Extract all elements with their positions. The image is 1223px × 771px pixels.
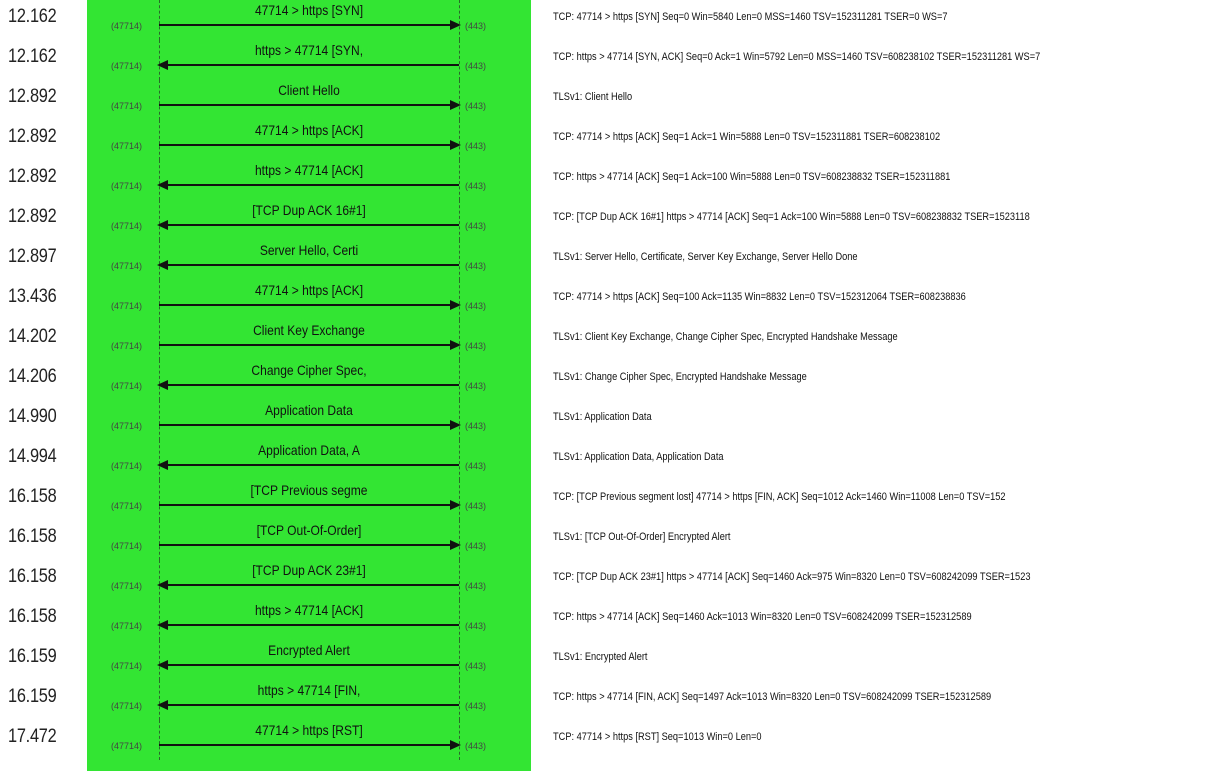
arrow-right <box>159 544 459 546</box>
flow-row[interactable] <box>0 160 1223 200</box>
host-lifeline-left <box>159 120 160 160</box>
arrowhead-right-icon <box>450 340 461 350</box>
source-port-label: (47714) <box>111 181 143 191</box>
destination-port-label: (443) <box>465 421 487 431</box>
packet-comment: TCP: https > 47714 [ACK] Seq=1460 Ack=1013 Win=8320 Len=0 TSV=608242099 TSER=152312589 <box>553 611 972 623</box>
arrow-right <box>159 24 459 26</box>
destination-port-label: (443) <box>465 221 487 231</box>
destination-port-label: (443) <box>465 461 487 471</box>
host-lifeline-right <box>459 440 460 480</box>
host-lifeline-left <box>159 520 160 560</box>
flow-row[interactable] <box>0 640 1223 680</box>
packet-comment: TLSv1: Application Data, Application Data <box>553 451 724 463</box>
arrow-label: Client Key Exchange <box>253 322 365 338</box>
arrow-label: [TCP Previous segme <box>250 482 368 498</box>
destination-port-label: (443) <box>465 701 487 711</box>
flow-row[interactable] <box>0 240 1223 280</box>
arrow-label: [TCP Dup ACK 23#1] <box>252 562 366 578</box>
row-time: 16.158 <box>8 486 57 507</box>
row-time: 16.158 <box>8 526 57 547</box>
arrow-left <box>159 624 459 626</box>
source-port-label: (47714) <box>111 301 143 311</box>
arrow-left <box>159 664 459 666</box>
destination-port-label: (443) <box>465 301 487 311</box>
arrow-label: https > 47714 [SYN, <box>254 42 364 58</box>
arrowhead-left-icon <box>157 260 168 270</box>
packet-comment: TCP: 47714 > https [ACK] Seq=1 Ack=1 Win=5888 Len=0 TSV=152311881 TSER=608238102 <box>553 131 941 143</box>
arrowhead-right-icon <box>450 20 461 30</box>
packet-comment: TLSv1: Client Hello <box>553 91 633 103</box>
row-time: 12.892 <box>8 166 57 187</box>
arrow-label: [TCP Dup ACK 16#1] <box>252 202 366 218</box>
source-port-label: (47714) <box>111 581 143 591</box>
packet-comment: TLSv1: Client Key Exchange, Change Cipher Spec, Encrypted Handshake Message <box>553 331 898 343</box>
packet-comment: TLSv1: [TCP Out-Of-Order] Encrypted Alert <box>553 531 731 543</box>
arrow-left <box>159 184 459 186</box>
host-lifeline-right <box>459 360 460 400</box>
arrowhead-left-icon <box>157 380 168 390</box>
row-time: 12.892 <box>8 206 57 227</box>
packet-comment: TCP: https > 47714 [FIN, ACK] Seq=1497 Ack=1013 Win=8320 Len=0 TSV=608242099 TSER=152312589 <box>553 691 992 703</box>
flow-row[interactable] <box>0 680 1223 720</box>
arrowhead-right-icon <box>450 540 461 550</box>
destination-port-label: (443) <box>465 101 487 111</box>
arrow-left <box>159 464 459 466</box>
flow-row[interactable] <box>0 280 1223 320</box>
host-lifeline-right <box>459 240 460 280</box>
arrow-label: Encrypted Alert <box>268 642 350 658</box>
source-port-label: (47714) <box>111 461 143 471</box>
destination-port-label: (443) <box>465 541 487 551</box>
flow-row[interactable] <box>0 480 1223 520</box>
flow-row[interactable] <box>0 200 1223 240</box>
arrow-label: https > 47714 [ACK] <box>254 162 364 178</box>
flow-row[interactable] <box>0 360 1223 400</box>
destination-port-label: (443) <box>465 141 487 151</box>
packet-comment: TCP: 47714 > https [ACK] Seq=100 Ack=1135 Win=8832 Len=0 TSV=152312064 TSER=608238836 <box>553 291 966 303</box>
arrowhead-left-icon <box>157 180 168 190</box>
packet-comment: TCP: 47714 > https [RST] Seq=1013 Win=0 Len=0 <box>553 731 762 743</box>
source-port-label: (47714) <box>111 501 143 511</box>
source-port-label: (47714) <box>111 141 143 151</box>
arrow-label: Application Data, A <box>258 442 360 458</box>
row-time: 12.897 <box>8 246 57 267</box>
flow-row[interactable] <box>0 440 1223 480</box>
source-port-label: (47714) <box>111 701 143 711</box>
flow-row[interactable] <box>0 120 1223 160</box>
row-time: 16.159 <box>8 686 57 707</box>
arrow-label: https > 47714 [ACK] <box>254 602 364 618</box>
packet-comment: TLSv1: Change Cipher Spec, Encrypted Handshake Message <box>553 371 807 383</box>
arrowhead-right-icon <box>450 740 461 750</box>
flow-row[interactable] <box>0 560 1223 600</box>
arrowhead-right-icon <box>450 140 461 150</box>
arrowhead-left-icon <box>157 660 168 670</box>
host-lifeline-left <box>159 400 160 440</box>
arrow-right <box>159 504 459 506</box>
arrow-right <box>159 104 459 106</box>
row-time: 16.159 <box>8 646 57 667</box>
row-time: 12.162 <box>8 6 57 27</box>
arrowhead-right-icon <box>450 500 461 510</box>
row-time: 12.892 <box>8 86 57 107</box>
arrow-label: 47714 > https [ACK] <box>254 282 364 298</box>
packet-comment: TLSv1: Application Data <box>553 411 652 423</box>
host-lifeline-left <box>159 0 160 40</box>
destination-port-label: (443) <box>465 661 487 671</box>
arrow-label: 47714 > https [RST] <box>255 722 363 738</box>
arrow-left <box>159 224 459 226</box>
row-time: 12.892 <box>8 126 57 147</box>
source-port-label: (47714) <box>111 741 143 751</box>
flow-row[interactable] <box>0 320 1223 360</box>
arrow-left <box>159 704 459 706</box>
arrowhead-left-icon <box>157 580 168 590</box>
arrow-label: 47714 > https [ACK] <box>254 122 364 138</box>
host-lifeline-right <box>459 160 460 200</box>
destination-port-label: (443) <box>465 621 487 631</box>
packet-comment: TCP: https > 47714 [SYN, ACK] Seq=0 Ack=1 Win=5792 Len=0 MSS=1460 TSV=608238102 TSER=152311281 WS=7 <box>553 51 1041 63</box>
flow-row[interactable] <box>0 600 1223 640</box>
destination-port-label: (443) <box>465 741 487 751</box>
host-lifeline-left <box>159 720 160 760</box>
row-time: 14.994 <box>8 446 57 467</box>
source-port-label: (47714) <box>111 261 143 271</box>
arrow-label: Client Hello <box>278 82 340 98</box>
source-port-label: (47714) <box>111 381 143 391</box>
arrow-right <box>159 424 459 426</box>
destination-port-label: (443) <box>465 181 487 191</box>
source-port-label: (47714) <box>111 341 143 351</box>
flow-row[interactable] <box>0 80 1223 120</box>
arrow-left <box>159 384 459 386</box>
flow-row[interactable] <box>0 0 1223 40</box>
arrow-label: [TCP Out-Of-Order] <box>256 522 362 538</box>
arrowhead-left-icon <box>157 220 168 230</box>
row-time: 17.472 <box>8 726 57 747</box>
row-time: 13.436 <box>8 286 57 307</box>
row-time: 16.158 <box>8 566 57 587</box>
arrow-right <box>159 744 459 746</box>
arrow-left <box>159 64 459 66</box>
arrow-label: Change Cipher Spec, <box>251 362 367 378</box>
arrowhead-left-icon <box>157 620 168 630</box>
arrowhead-right-icon <box>450 420 461 430</box>
destination-port-label: (443) <box>465 501 487 511</box>
flow-row[interactable] <box>0 720 1223 760</box>
packet-comment: TLSv1: Encrypted Alert <box>553 651 648 663</box>
arrow-right <box>159 144 459 146</box>
destination-port-label: (443) <box>465 341 487 351</box>
arrowhead-left-icon <box>157 700 168 710</box>
host-lifeline-left <box>159 480 160 520</box>
host-lifeline-right <box>459 200 460 240</box>
arrow-right <box>159 304 459 306</box>
arrow-left <box>159 264 459 266</box>
row-time: 14.202 <box>8 326 57 347</box>
source-port-label: (47714) <box>111 101 143 111</box>
host-lifeline-left <box>159 80 160 120</box>
arrow-right <box>159 344 459 346</box>
arrow-label: 47714 > https [SYN] <box>254 2 364 18</box>
destination-port-label: (443) <box>465 261 487 271</box>
arrowhead-right-icon <box>450 100 461 110</box>
arrowhead-right-icon <box>450 300 461 310</box>
row-time: 16.158 <box>8 606 57 627</box>
flow-row[interactable] <box>0 520 1223 560</box>
source-port-label: (47714) <box>111 21 143 31</box>
packet-comment: TCP: [TCP Previous segment lost] 47714 > https [FIN, ACK] Seq=1012 Ack=1460 Win=11008 Len=0 TSV=152 <box>553 491 1006 503</box>
row-time: 14.206 <box>8 366 57 387</box>
source-port-label: (47714) <box>111 541 143 551</box>
flow-row[interactable] <box>0 400 1223 440</box>
destination-port-label: (443) <box>465 21 487 31</box>
arrow-label: Application Data <box>265 402 353 418</box>
source-port-label: (47714) <box>111 621 143 631</box>
arrow-label: Server Hello, Certi <box>259 242 359 258</box>
arrowhead-left-icon <box>157 460 168 470</box>
row-time: 12.162 <box>8 46 57 67</box>
host-lifeline-right <box>459 680 460 720</box>
source-port-label: (47714) <box>111 221 143 231</box>
arrow-left <box>159 584 459 586</box>
flow-row[interactable] <box>0 40 1223 80</box>
host-lifeline-right <box>459 40 460 80</box>
packet-comment: TCP: [TCP Dup ACK 16#1] https > 47714 [ACK] Seq=1 Ack=100 Win=5888 Len=0 TSV=608238832 TSER=1523118 <box>553 211 1030 223</box>
host-lifeline-right <box>459 600 460 640</box>
packet-comment: TCP: [TCP Dup ACK 23#1] https > 47714 [ACK] Seq=1460 Ack=975 Win=8320 Len=0 TSV=608242099 TSER=1523 <box>553 571 1031 583</box>
row-time: 14.990 <box>8 406 57 427</box>
arrowhead-left-icon <box>157 60 168 70</box>
packet-comment: TCP: 47714 > https [SYN] Seq=0 Win=5840 Len=0 MSS=1460 TSV=152311281 TSER=0 WS=7 <box>553 11 948 23</box>
packet-comment: TCP: https > 47714 [ACK] Seq=1 Ack=100 Win=5888 Len=0 TSV=608238832 TSER=152311881 <box>553 171 951 183</box>
source-port-label: (47714) <box>111 421 143 431</box>
packet-comment: TLSv1: Server Hello, Certificate, Server Key Exchange, Server Hello Done <box>553 251 858 263</box>
host-lifeline-left <box>159 320 160 360</box>
source-port-label: (47714) <box>111 661 143 671</box>
destination-port-label: (443) <box>465 61 487 71</box>
host-lifeline-right <box>459 560 460 600</box>
host-lifeline-right <box>459 640 460 680</box>
arrow-label: https > 47714 [FIN, <box>257 682 361 698</box>
destination-port-label: (443) <box>465 381 487 391</box>
host-lifeline-left <box>159 280 160 320</box>
source-port-label: (47714) <box>111 61 143 71</box>
destination-port-label: (443) <box>465 581 487 591</box>
